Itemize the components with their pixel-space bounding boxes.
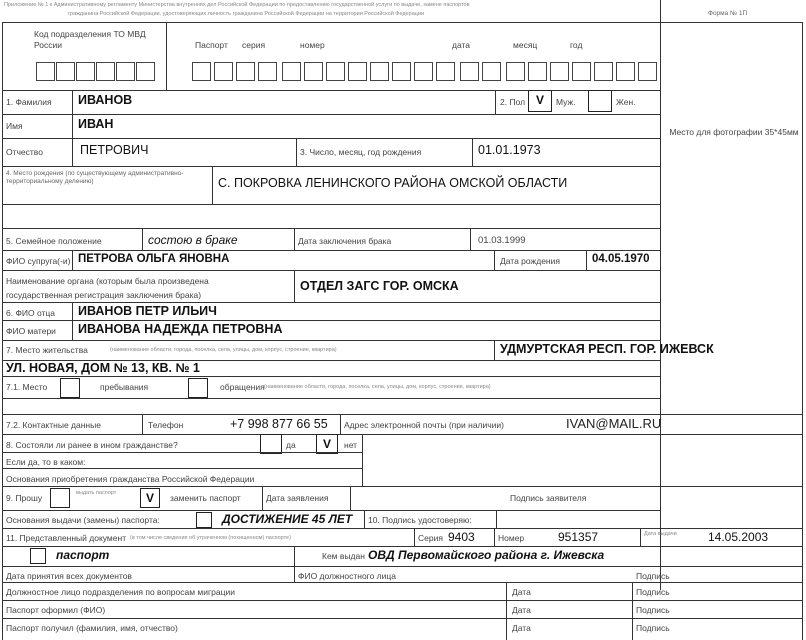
receiver-label: Паспорт получил (фамилия, имя, отчество): [6, 623, 178, 633]
rule: [2, 90, 660, 91]
rule: [494, 340, 495, 360]
male-label: Муж.: [556, 97, 576, 107]
patronymic-value[interactable]: ПЕТРОВИЧ: [80, 143, 149, 157]
rule: [2, 204, 660, 205]
applicant-sig-label: Подпись заявителя: [510, 493, 587, 503]
rule: [2, 528, 802, 529]
rule: [340, 414, 341, 434]
issued-by-label: Кем выдан: [322, 551, 365, 561]
name-value[interactable]: ИВАН: [78, 117, 114, 131]
day-label: дата: [452, 40, 471, 50]
rule: [2, 22, 802, 23]
rule: [2, 250, 660, 251]
stay-label: 7.1. Место: [6, 382, 48, 392]
rule: [660, 0, 661, 590]
issued-by-value[interactable]: ОВД Первомайского района г. Ижевска: [368, 548, 605, 562]
sign-label-1: Подпись: [636, 571, 670, 581]
registry-label-1: Наименование органа (которым была произведена: [6, 276, 209, 286]
rule: [506, 582, 507, 640]
rule: [294, 566, 295, 582]
contacts-label: 7.2. Контактные данные: [6, 420, 101, 430]
rule: [142, 228, 143, 250]
spouse-dob-value[interactable]: 04.05.1970: [592, 253, 650, 265]
basis-label: Основания приобретения гражданства Российской Федерации: [6, 474, 255, 484]
accept-date-label: Дата принятия всех документов: [6, 571, 132, 581]
rule: [586, 250, 587, 270]
marriage-date-value[interactable]: 01.03.1999: [478, 235, 526, 246]
doc-type-checkbox[interactable]: [30, 548, 46, 564]
date-label-2: Дата: [512, 605, 531, 615]
rule: [166, 22, 167, 90]
official-name-label: ФИО должностного лица: [298, 571, 396, 581]
number-label: номер: [300, 40, 325, 50]
rule: [2, 546, 802, 547]
mother-label: ФИО матери: [6, 326, 56, 336]
spouse-value[interactable]: ПЕТРОВА ОЛЬГА ЯНОВНА: [78, 253, 230, 265]
doc-label: 11. Представленный документ: [6, 533, 127, 543]
rule: [494, 528, 495, 546]
female-label: Жен.: [616, 97, 636, 107]
issuer-label: Паспорт оформил (ФИО): [6, 605, 106, 615]
series-value[interactable]: 9403: [448, 530, 475, 544]
rule: [496, 510, 497, 528]
issue-label: выдать паспорт: [76, 490, 117, 496]
issue-checkbox[interactable]: [50, 488, 70, 508]
rule: [212, 166, 213, 204]
citizenship-label: 8. Состояли ли ранее в ином гражданстве?: [6, 440, 178, 450]
surname-label: 1. Фамилия: [6, 97, 52, 107]
rule: [294, 270, 295, 302]
form-number: Форма № 1П: [708, 10, 748, 17]
code-label: Код подразделения ТО МВД России: [34, 29, 146, 50]
series-label: серия: [242, 40, 266, 50]
rule: [2, 302, 660, 303]
rule: [2, 452, 362, 453]
photo-placeholder: Место для фотографии 35*45мм: [669, 127, 799, 137]
if-yes-label: Если да, то в каком:: [6, 457, 86, 467]
doc-number-value[interactable]: 951357: [558, 530, 599, 544]
rule: [2, 486, 802, 487]
series-label: Серия: [418, 533, 443, 543]
rule: [2, 600, 802, 601]
rule: [2, 376, 660, 377]
rule: [2, 114, 660, 115]
residence-hint: (наименование области, города, поселка, села, улицы, дом, корпус, строение, квартира): [110, 347, 337, 353]
rule: [72, 302, 73, 340]
date-label-3: Дата: [512, 623, 531, 633]
issue-date-hint: Дата выдачи: [644, 531, 677, 537]
rule: [262, 486, 263, 510]
rule: [2, 566, 802, 567]
marital-value[interactable]: состою в браке: [148, 233, 238, 247]
rule: [2, 166, 660, 167]
rule: [2, 228, 660, 229]
registry-value[interactable]: ОТДЕЛ ЗАГС ГОР. ОМСКА: [300, 279, 459, 293]
rule: [350, 486, 351, 510]
rule: [72, 90, 73, 166]
replace-checkbox[interactable]: V: [140, 488, 160, 508]
phone-label: Телефон: [148, 420, 184, 430]
rule: [2, 138, 660, 139]
no-label: нет: [344, 440, 358, 450]
patronymic-label: Отчество: [6, 147, 43, 157]
stay-sublabel: пребывания: [100, 382, 149, 392]
rule: [2, 270, 660, 271]
surname-value[interactable]: ИВАНОВ: [78, 93, 133, 107]
header-line1: Приложение № 1 к Административному регламенту Министерства внутренних дел Российской Федерации по предоставлению государственной услуги по выдаче, замене паспортов: [4, 2, 470, 8]
sex-male-checkbox[interactable]: V: [528, 90, 552, 112]
rule: [472, 138, 473, 166]
stay-checkbox[interactable]: [60, 378, 80, 398]
grounds-value[interactable]: ДОСТИЖЕНИЕ 45 ЛЕТ: [222, 512, 353, 526]
rule: [2, 468, 362, 469]
rule: [494, 250, 495, 270]
marriage-date-label: Дата заключения брака: [298, 236, 392, 246]
phone-value[interactable]: +7 998 877 66 55: [230, 417, 328, 431]
rule: [2, 618, 802, 619]
sign-label-2: Подпись: [636, 587, 670, 597]
birthplace-value[interactable]: С. ПОКРОВКА ЛЕНИНСКОГО РАЙОНА ОМСКОЙ ОБЛАСТИ: [218, 176, 568, 190]
issue-date-value[interactable]: 14.05.2003: [708, 530, 769, 544]
rule: [364, 510, 365, 528]
rule: [2, 414, 802, 415]
rule: [296, 138, 297, 166]
grounds-label: Основания выдачи (замены) паспорта:: [6, 515, 160, 525]
rule: [2, 582, 802, 583]
father-label: 6. ФИО отца: [6, 308, 56, 318]
rule: [362, 434, 363, 486]
rule: [414, 528, 415, 546]
spouse-label: ФИО супруга(-и): [6, 256, 71, 266]
email-label: Адрес электронной почты (при наличии): [344, 420, 505, 430]
marital-label: 5. Семейное положение: [6, 236, 102, 246]
sign-label-3: Подпись: [636, 605, 670, 615]
rule: [2, 510, 660, 511]
passport-label: Паспорт: [195, 40, 228, 50]
doc-hint: (в том числе сведения об утраченном (похищенном) паспорте): [130, 535, 291, 541]
rule: [470, 228, 471, 250]
rule: [632, 582, 633, 640]
residence-value-1[interactable]: УДМУРТСКАЯ РЕСП. ГОР. ИЖЕВСК: [500, 342, 714, 356]
address-checkbox[interactable]: [188, 378, 208, 398]
mother-value[interactable]: ИВАНОВА НАДЕЖДА ПЕТРОВНА: [78, 322, 283, 336]
header-line2: гражданина Российской Федерации, удостоверяющих личность гражданина Российской Федерации на территории Российской Федерации: [68, 11, 425, 17]
rule: [2, 22, 3, 640]
doc-number-label: Номер: [498, 533, 525, 543]
rule: [294, 228, 295, 250]
rule: [142, 414, 143, 434]
doc-type-value[interactable]: паспорт: [56, 548, 110, 562]
dob-label: 3. Число, месяц, год рождения: [300, 147, 422, 157]
dob-value[interactable]: 01.01.1973: [478, 143, 541, 157]
app-date-label: Дата заявления: [266, 493, 329, 503]
email-value[interactable]: IVAN@MAIL.RU: [566, 416, 662, 431]
name-label: Имя: [6, 121, 23, 131]
residence-value-2[interactable]: УЛ. НОВАЯ, ДОМ № 13, КВ. № 1: [6, 361, 200, 375]
sex-label: 2. Пол: [500, 97, 526, 107]
request-label: 9. Прошу: [6, 493, 43, 503]
rule: [640, 528, 641, 546]
address-sublabel: обращения: [220, 382, 265, 392]
rule: [2, 434, 802, 435]
residence-label: 7. Место жительства: [6, 345, 88, 355]
father-value[interactable]: ИВАНОВ ПЕТР ИЛЬИЧ: [78, 304, 217, 318]
stay-hint: (наименование области, города, поселка, села, улицы, дом, корпус, строение, квартира): [264, 384, 491, 390]
registry-label-2: государственная регистрация заключения брака): [6, 290, 202, 300]
month-label: месяц: [513, 40, 538, 50]
rule: [294, 546, 295, 566]
certify-label: 10. Подпись удостоверяю:: [368, 515, 472, 525]
year-label: год: [570, 40, 583, 50]
rule: [2, 320, 660, 321]
rule: [495, 90, 496, 114]
citizenship-yes-checkbox[interactable]: [260, 434, 282, 454]
replace-label: заменить паспорт: [170, 493, 241, 503]
rule: [802, 22, 803, 640]
birthplace-label: 4. Место рождения (по существующему административно-территориальному делению): [6, 170, 184, 185]
citizenship-no-checkbox[interactable]: V: [316, 434, 338, 454]
yes-label: да: [286, 440, 296, 450]
rule: [2, 340, 660, 341]
spouse-dob-label: Дата рождения: [500, 256, 560, 266]
date-label-1: Дата: [512, 587, 531, 597]
migration-label: Должностное лицо подразделения по вопросам миграции: [6, 587, 235, 597]
sex-female-checkbox[interactable]: [588, 90, 612, 112]
rule: [2, 398, 660, 399]
sign-label-4: Подпись: [636, 623, 670, 633]
grounds-checkbox[interactable]: [196, 512, 212, 528]
rule: [72, 250, 73, 270]
